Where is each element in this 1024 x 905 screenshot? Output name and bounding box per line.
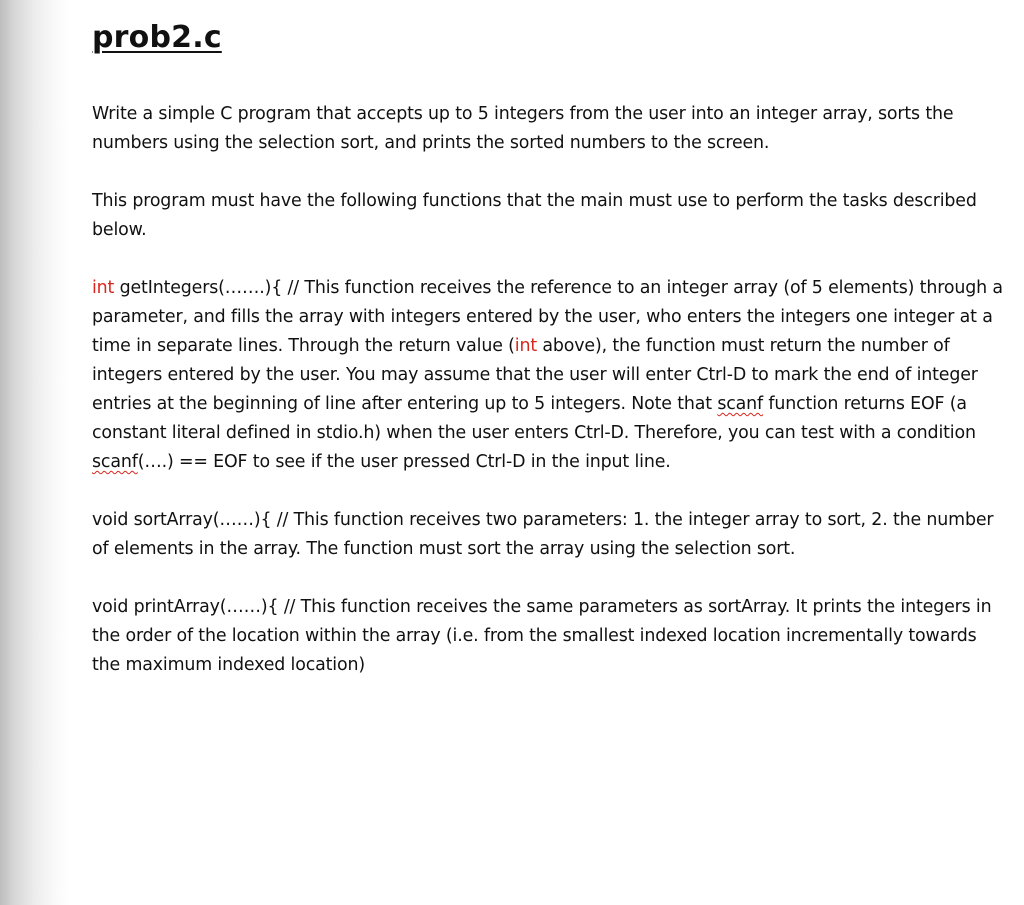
document-body [92, 18, 1004, 709]
scanf-spellcheck-2: scanf [92, 452, 138, 472]
intro-paragraph: Write a simple C program that accepts up to 5 integers from the user into an integer array, sorts the numbers using the selection sort, and prints the sorted numbers to the screen. [92, 104, 954, 153]
page-edge-shadow [0, 0, 70, 905]
print-array-paragraph: void printArray(……){ // This function receives the same parameters as sortArray. It prints the integers in the order of the location within the array (i.e. from the smallest indexed location incrementally towards the maximum indexed location) [92, 597, 992, 675]
int-keyword: int [92, 278, 115, 298]
get-integers-text-1: getIntegers(…….){ // This function receives the reference to an integer array (of 5 elements) through a parameter, and fills the array with integers entered by the user, who enters the integers one integer at a time in separate lines. Through the return value ( [92, 278, 1003, 356]
int-keyword-2: int [514, 336, 537, 356]
get-integers-text-4: (….) == EOF to see if the user pressed Ctrl-D in the input line. [137, 452, 671, 472]
get-integers-text-2: above), the function must return the number of integers entered by the user. You may assume that the user will enter Ctrl-D to mark the end of integer entries at the beginning of line after entering up to 5 integers. Note that [92, 336, 978, 414]
get-integers-text-3: function returns EOF (a constant literal defined in stdio.h) when the user enters Ctrl-D. Therefore, you can test with a condition [92, 394, 976, 443]
sort-array-paragraph: void sortArray(……){ // This function receives two parameters: 1. the integer array to sort, 2. the number of elements in the array. The function must sort the array using the selection sort. [92, 510, 994, 559]
requirement-paragraph: This program must have the following functions that the main must use to perform the tasks described below. [92, 191, 977, 240]
scanf-spellcheck-1: scanf [717, 394, 764, 414]
document-title: prob2.c [92, 20, 222, 55]
get-integers-paragraph [92, 274, 1004, 477]
